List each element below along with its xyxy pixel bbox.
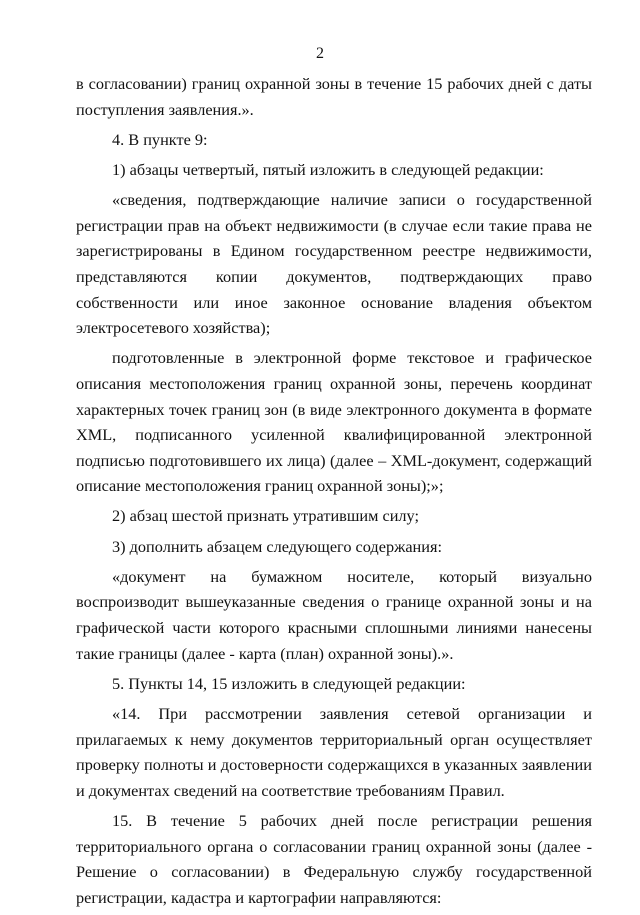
document-body — [76, 71, 592, 915]
paragraph-quote-registration: «сведения, подтверждающие наличие записи о государственной регистрации прав на объект недвижимости (в случае если такие права не зарегистрированы в Едином государственном реестре недвижимости, представляются копии документов, подтверждающих право собственности или иное законное основание владения объектом электросетевого хозяйства); — [76, 190, 592, 338]
paragraph-item-4: 4. В пункте 9: — [112, 129, 208, 149]
paragraph-electronic-description: подготовленные в электронной форме текстовое и графическое описания местоположения границ охранной зоны, перечень координат характерных точек границ зон (в виде электронного документа в формате XML, подписанного усиленной квалифицированной электронной подписью подготовившего их лица) (далее – XML-документ, содержащий описание местоположения границ охранной зоны);»; — [76, 348, 592, 496]
paragraph-subitem-1: 1) абзацы четвертый, пятый изложить в следующей редакции: — [112, 159, 544, 179]
paragraph-subitem-2: 2) абзац шестой признать утратившим силу; — [112, 506, 419, 526]
paragraph-subitem-3: 3) дополнить абзацем следующего содержания: — [112, 536, 442, 556]
paragraph-clause-14: «14. При рассмотрении заявления сетевой организации и прилагаемых к нему документов территориальный орган осуществляет проверку полноты и достоверности содержащихся в указанных заявлении и документах сведений на соответствие требованиям Правил. — [76, 704, 592, 800]
paragraph-continuation: в согласовании) границ охранной зоны в течение 15 рабочих дней с даты поступления заявления.». — [76, 74, 592, 119]
paragraph-quote-paper-document: «документ на бумажном носителе, который визуально воспроизводит вышеуказанные сведения о границе охранной зоны и на графической части которого красными сплошными линиями нанесены такие границы (далее - карта (план) охранной зоны).». — [76, 566, 592, 663]
paragraph-clause-15: 15. В течение 5 рабочих дней после регистрации решения территориального органа о согласовании границ охранной зоны (далее - Решение о согласовании) в Федеральную службу государственной регистрации, кадастра и картографии направляются: — [76, 810, 592, 907]
page-number: 2 — [316, 45, 324, 62]
paragraph-item-5: 5. Пункты 14, 15 изложить в следующей редакции: — [112, 673, 466, 693]
